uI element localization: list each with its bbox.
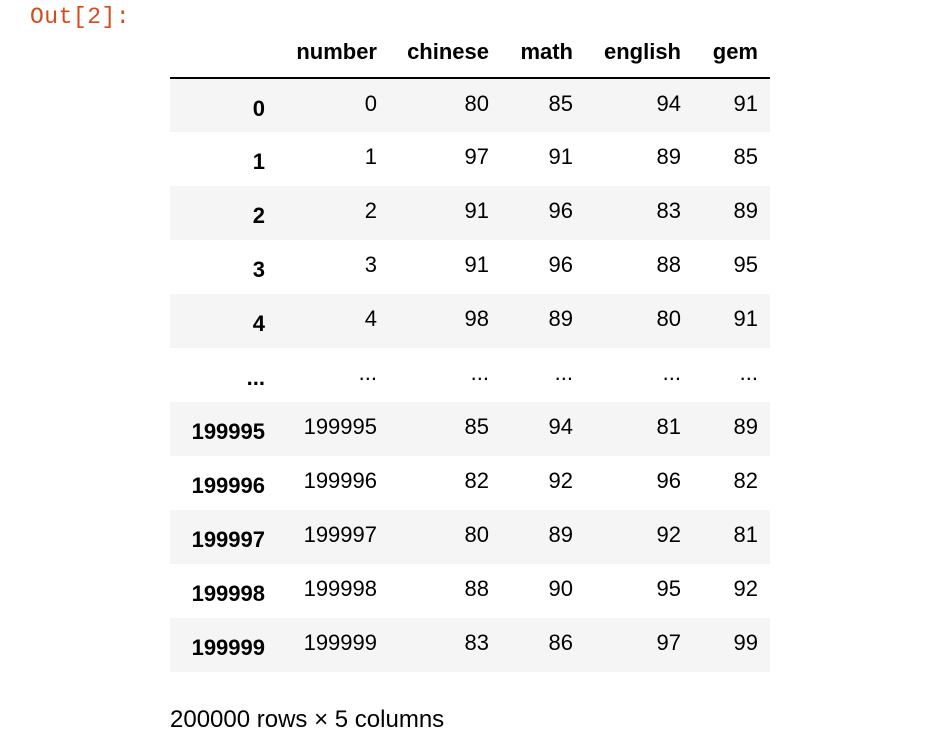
row-index-cell: 3 xyxy=(252,257,265,282)
table-row xyxy=(170,510,770,564)
column-header: number xyxy=(277,26,389,78)
cell-chinese: 88 xyxy=(464,576,489,601)
ellipsis-row xyxy=(170,348,770,402)
cell-math: ... xyxy=(554,360,573,385)
cell-number: 0 xyxy=(364,91,377,116)
cell-math: 91 xyxy=(548,144,573,169)
cell-chinese: 80 xyxy=(464,522,489,547)
column-header: gem xyxy=(693,26,770,78)
table-body xyxy=(170,78,770,672)
cell-english: ... xyxy=(662,360,681,385)
table-row xyxy=(170,618,770,672)
cell-number: 199998 xyxy=(303,576,377,601)
table-header xyxy=(170,26,770,78)
dataframe-table xyxy=(170,26,770,672)
cell-gem: 99 xyxy=(733,630,758,655)
row-index-cell: 199998 xyxy=(191,581,265,606)
cell-chinese: 85 xyxy=(464,414,489,439)
table-row xyxy=(170,564,770,618)
cell-gem: 91 xyxy=(733,91,758,116)
cell-chinese: 82 xyxy=(464,468,489,493)
table-row xyxy=(170,78,770,132)
column-header: chinese xyxy=(389,26,501,78)
row-index-cell: 199997 xyxy=(191,527,265,552)
cell-gem: 89 xyxy=(733,198,758,223)
header-row xyxy=(170,26,770,78)
cell-chinese: ... xyxy=(470,360,489,385)
cell-number: 199997 xyxy=(303,522,377,547)
table-row xyxy=(170,402,770,456)
cell-english: 94 xyxy=(656,91,681,116)
index-header-cell xyxy=(170,26,277,78)
row-index-cell: 199995 xyxy=(191,419,265,444)
column-header: math xyxy=(501,26,585,78)
cell-english: 80 xyxy=(656,306,681,331)
cell-gem: 89 xyxy=(733,414,758,439)
dataframe-shape-footer: 200000 rows × 5 columns xyxy=(170,706,445,733)
cell-gem: 92 xyxy=(733,576,758,601)
cell-number: ... xyxy=(358,360,377,385)
table-row xyxy=(170,132,770,186)
cell-chinese: 91 xyxy=(464,198,489,223)
cell-number: 1 xyxy=(364,144,377,169)
cell-math: 89 xyxy=(548,522,573,547)
cell-math: 85 xyxy=(548,91,573,116)
cell-number: 199999 xyxy=(303,630,377,655)
cell-math: 86 xyxy=(548,630,573,655)
column-header: english xyxy=(585,26,693,78)
output-prompt: Out[2]: xyxy=(30,4,131,30)
cell-chinese: 97 xyxy=(464,144,489,169)
cell-english: 92 xyxy=(656,522,681,547)
row-index-cell: 4 xyxy=(252,311,265,336)
cell-chinese: 98 xyxy=(464,306,489,331)
cell-math: 92 xyxy=(548,468,573,493)
cell-number: 3 xyxy=(364,252,377,277)
row-index-cell: 2 xyxy=(252,203,265,228)
cell-gem: 95 xyxy=(733,252,758,277)
cell-english: 96 xyxy=(656,468,681,493)
cell-number: 199995 xyxy=(303,414,377,439)
cell-math: 94 xyxy=(548,414,573,439)
table-row xyxy=(170,186,770,240)
table-row xyxy=(170,456,770,510)
cell-english: 97 xyxy=(656,630,681,655)
cell-number: 199996 xyxy=(303,468,377,493)
cell-math: 96 xyxy=(548,198,573,223)
cell-gem: 81 xyxy=(733,522,758,547)
cell-english: 81 xyxy=(656,414,681,439)
table-row xyxy=(170,240,770,294)
dataframe-output xyxy=(170,26,770,672)
cell-english: 95 xyxy=(656,576,681,601)
row-index-cell: 199999 xyxy=(191,635,265,660)
cell-number: 4 xyxy=(364,306,377,331)
cell-english: 83 xyxy=(656,198,681,223)
cell-english: 88 xyxy=(656,252,681,277)
cell-math: 89 xyxy=(548,306,573,331)
cell-gem: 82 xyxy=(733,468,758,493)
row-index-cell: 1 xyxy=(252,149,265,174)
cell-chinese: 91 xyxy=(464,252,489,277)
cell-number: 2 xyxy=(364,198,377,223)
cell-chinese: 83 xyxy=(464,630,489,655)
cell-english: 89 xyxy=(656,144,681,169)
row-index-cell: 199996 xyxy=(191,473,265,498)
cell-gem: 85 xyxy=(733,144,758,169)
table-row xyxy=(170,294,770,348)
cell-math: 90 xyxy=(548,576,573,601)
row-index-cell: 0 xyxy=(252,95,265,121)
cell-gem: ... xyxy=(739,360,758,385)
cell-math: 96 xyxy=(548,252,573,277)
cell-gem: 91 xyxy=(733,306,758,331)
cell-chinese: 80 xyxy=(464,91,489,116)
row-index-cell: ... xyxy=(246,365,265,390)
